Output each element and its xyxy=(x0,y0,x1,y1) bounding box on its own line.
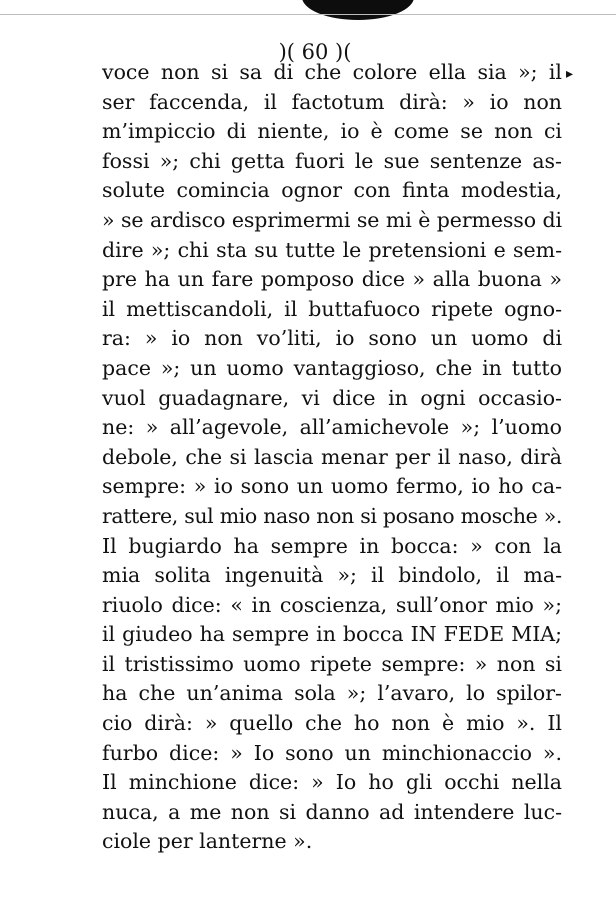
text-line: Il minchione dice: » Io ho gli occhi nella xyxy=(102,770,562,795)
text-line: vuol guadagnare, vi dice in ogni occasio- xyxy=(102,385,562,410)
text-line: pre ha un fare pomposo dice » alla buona » xyxy=(102,267,562,292)
text-line: debole, che si lascia menar per il naso, dirà xyxy=(102,444,562,469)
text-line: ser faccenda, il factotum dirà: » io non xyxy=(102,89,562,114)
text-line: il tristissimo uomo ripete sempre: » non si xyxy=(102,651,562,676)
edge-scratch xyxy=(0,14,616,15)
text-line: il giudeo ha sempre in bocca IN FEDE MIA; xyxy=(102,622,562,647)
text-line: ra: » io non vo’liti, io sono un uomo di xyxy=(102,326,562,351)
text-line: m’impiccio di niente, io è come se non ci xyxy=(102,119,562,144)
text-line: fossi »; chi getta fuori le sue sentenze as- xyxy=(102,148,562,173)
text-line: ciole per lanterne ». xyxy=(102,829,313,854)
text-line: ne: » all’agevole, all’amichevole »; l’uomo xyxy=(102,415,562,440)
text-line: » se ardisco esprimermi se mi è permesso di xyxy=(102,207,562,232)
ink-blot xyxy=(302,0,414,20)
text-line: sempre: » io sono un uomo fermo, io ho ca- xyxy=(102,474,562,499)
page-number: )( 60 )( xyxy=(278,40,352,64)
text-line: riuolo dice: « in coscienza, sull’onor mio »; xyxy=(102,592,562,617)
margin-mark: ▸ xyxy=(566,66,574,82)
text-line: Il bugiardo ha sempre in bocca: » con la xyxy=(102,533,562,558)
text-line: cio dirà: » quello che ho non è mio ». Il xyxy=(102,711,562,736)
text-line: rattere, sul mio naso non si posano mosche ». xyxy=(102,503,562,528)
text-line: ha che un’anima sola »; l’avaro, lo spilor- xyxy=(102,681,562,706)
text-line: mia solita ingenuità »; il bindolo, il ma- xyxy=(102,563,562,588)
text-line: dire »; chi sta su tutte le pretensioni e sem- xyxy=(102,237,562,262)
text-line: solute comincia ognor con finta modestia, xyxy=(102,178,562,203)
text-line: pace »; un uomo vantaggioso, che in tutto xyxy=(102,355,562,380)
body-text xyxy=(102,58,562,857)
text-line: furbo dice: » Io sono un minchionaccio ». xyxy=(102,740,562,765)
text-line: voce non si sa di che colore ella sia »; il xyxy=(102,60,562,84)
text-line: il mettiscandoli, il buttafuoco ripete ogno- xyxy=(102,296,562,321)
text-line: nuca, a me non si danno ad intendere luc- xyxy=(102,799,562,824)
